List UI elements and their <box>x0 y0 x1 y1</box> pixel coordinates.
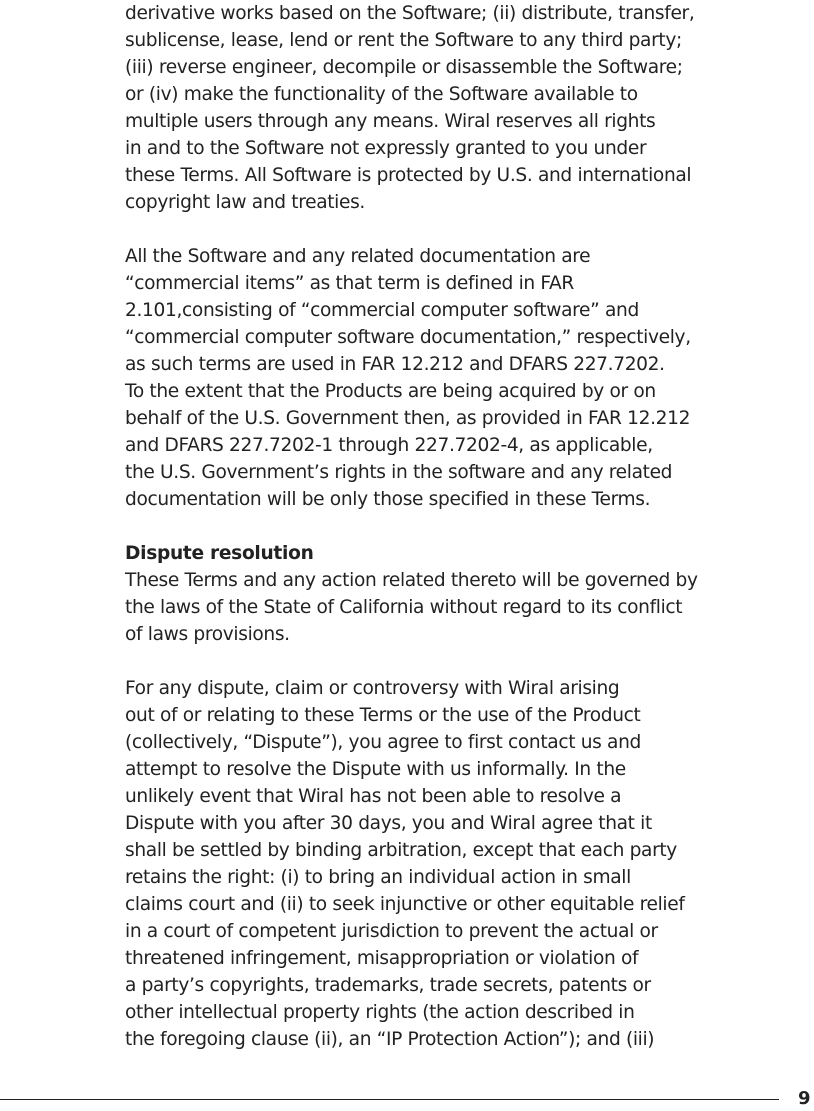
arbitration-paragraph <box>125 675 765 1053</box>
text-line: (collectively, “Dispute”), you agree to first contact us and <box>125 732 641 753</box>
text-line: To the extent that the Products are being acquired by or on <box>125 381 656 402</box>
document-body <box>125 0 765 1053</box>
text-line: “commercial items” as that term is defined in FAR <box>125 273 574 294</box>
text-line: out of or relating to these Terms or the use of the Product <box>125 705 641 726</box>
text-line: and DFARS 227.7202-1 through 227.7202-4, as applicable, <box>125 435 653 456</box>
text-line: copyright law and treaties. <box>125 192 365 213</box>
text-line: shall be settled by binding arbitration, except that each party <box>125 840 677 861</box>
commercial-items-paragraph <box>125 243 765 513</box>
text-line: sublicense, lease, lend or rent the Software to any third party; <box>125 30 682 51</box>
text-line: or (iv) make the functionality of the Software available to <box>125 84 638 105</box>
text-line: multiple users through any means. Wiral reserves all rights <box>125 111 656 132</box>
text-line: threatened infringement, misappropriation or violation of <box>125 948 639 969</box>
text-line: 2.101,consisting of “commercial computer software” and <box>125 300 639 321</box>
paragraph-gap <box>125 648 765 675</box>
text-line: documentation will be only those specified in these Terms. <box>125 489 651 510</box>
text-line: unlikely event that Wiral has not been able to resolve a <box>125 786 622 807</box>
software-restrictions-paragraph <box>125 0 765 216</box>
text-line: (iii) reverse engineer, decompile or disassemble the Software; <box>125 57 683 78</box>
governing-law-paragraph <box>125 567 765 648</box>
text-line: other intellectual property rights (the action described in <box>125 1002 635 1023</box>
footer-divider <box>0 1099 779 1100</box>
text-line: retains the right: (i) to bring an individual action in small <box>125 867 631 888</box>
text-line: behalf of the U.S. Government then, as provided in FAR 12.212 <box>125 408 691 429</box>
text-line: in a court of competent jurisdiction to prevent the actual or <box>125 921 658 942</box>
text-line: the U.S. Government’s rights in the software and any related <box>125 462 673 483</box>
text-line: For any dispute, claim or controversy with Wiral arising <box>125 678 620 699</box>
text-line: Dispute with you after 30 days, you and Wiral agree that it <box>125 813 652 834</box>
paragraph-gap <box>125 216 765 243</box>
text-line: these Terms. All Software is protected by U.S. and international <box>125 165 692 186</box>
text-line: as such terms are used in FAR 12.212 and DFARS 227.7202. <box>125 354 665 375</box>
text-line: the foregoing clause (ii), an “IP Protection Action”); and (iii) <box>125 1029 655 1050</box>
text-line: claims court and (ii) to seek injunctive or other equitable relief <box>125 894 685 915</box>
section-heading-dispute-resolution: Dispute resolution <box>125 543 314 564</box>
paragraph-gap <box>125 513 765 540</box>
text-line: of laws provisions. <box>125 624 290 645</box>
text-line: derivative works based on the Software; (ii) distribute, transfer, <box>125 3 695 24</box>
text-line: in and to the Software not expressly granted to you under <box>125 138 647 159</box>
text-line: the laws of the State of California without regard to its conflict <box>125 597 683 618</box>
text-line: “commercial computer software documentation,” respectively, <box>125 327 691 348</box>
text-line: These Terms and any action related thereto will be governed by <box>125 570 698 591</box>
text-line: a party’s copyrights, trademarks, trade secrets, patents or <box>125 975 651 996</box>
text-line: attempt to resolve the Dispute with us informally. In the <box>125 759 626 780</box>
text-line: All the Software and any related documentation are <box>125 246 591 267</box>
page-number: 9 <box>798 1088 811 1109</box>
